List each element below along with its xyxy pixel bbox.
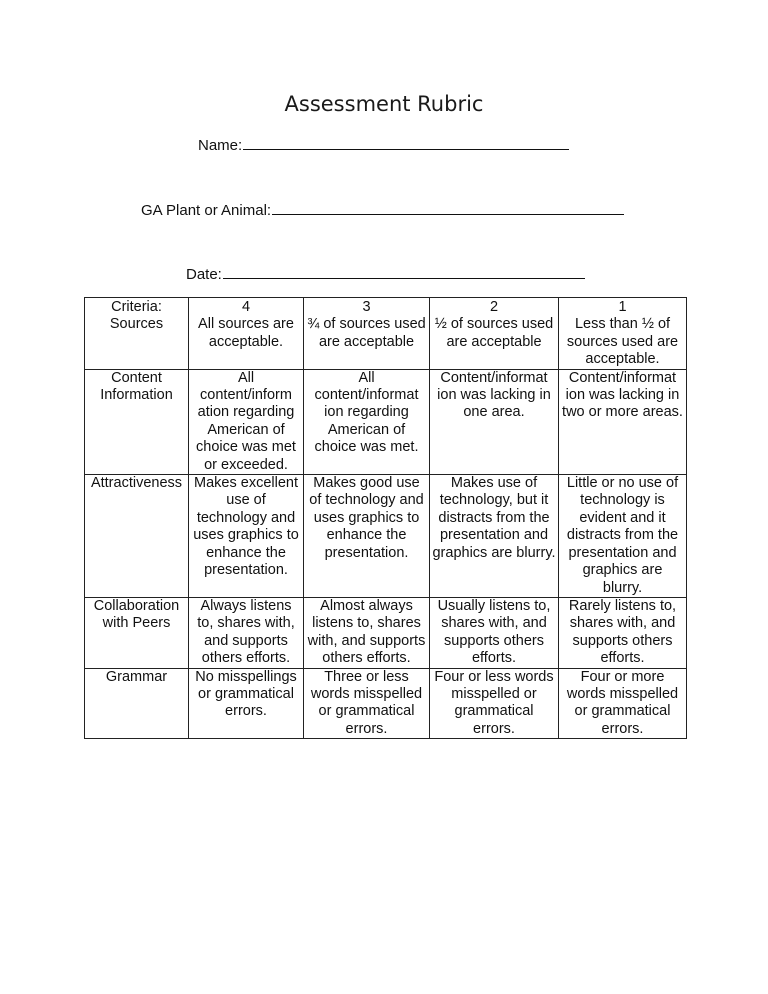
- rubric-cell: [559, 668, 687, 739]
- rubric-cell-text: Always listens to, shares with, and supports others efforts.: [197, 597, 295, 667]
- header-score-4: 4: [241, 299, 251, 315]
- rubric-cell-text: Four or more words misspelled or grammatical errors.: [566, 668, 679, 737]
- rubric-cell-text: All content/informat ion regarding American of choice was met.: [314, 369, 419, 456]
- rubric-cell-text: Almost always listens to, shares with, and supports others efforts.: [307, 597, 426, 667]
- header-criteria: Criteria:: [111, 299, 162, 315]
- rubric-cell: [189, 369, 304, 474]
- name-blank-line: [243, 136, 569, 150]
- rubric-cell: [189, 475, 304, 598]
- header-cell: [430, 298, 559, 370]
- rubric-cell-text: No misspellings or grammatical errors.: [195, 668, 297, 720]
- criterion-cell: [85, 475, 189, 598]
- rubric-cell-text: Makes use of technology, but it distracts from the presentation and graphics are blurry.: [432, 475, 556, 561]
- rubric-cell-text: Four or less words misspelled or grammatical errors.: [434, 668, 554, 737]
- ga-plant-animal-label: GA Plant or Animal:: [141, 202, 272, 219]
- rubric-cell: [430, 597, 559, 668]
- rubric-cell: All sources are acceptable.: [198, 316, 294, 350]
- header-score-3: 3: [362, 299, 371, 315]
- criterion-label: Content Information: [100, 369, 173, 404]
- criterion-label: Sources: [109, 316, 164, 333]
- rubric-cell: [304, 668, 430, 739]
- rubric-cell-text: Usually listens to, shares with, and supports others efforts.: [437, 597, 551, 667]
- criterion-cell: [85, 369, 189, 474]
- rubric-cell-text: Three or less words misspelled or grammatical errors.: [310, 668, 423, 737]
- page-title: Assessment Rubric: [284, 92, 484, 116]
- table-row: [85, 475, 687, 598]
- date-label: Date:: [186, 266, 222, 283]
- rubric-cell: [430, 668, 559, 739]
- rubric-cell-text: Content/informat ion was lacking in two or more areas.: [562, 369, 683, 421]
- table-row: [85, 369, 687, 474]
- rubric-cell: Less than ½ of sources used are acceptable.: [566, 316, 679, 368]
- table-row: [85, 597, 687, 668]
- ga-plant-animal-blank-line: [272, 201, 624, 215]
- rubric-cell: [189, 668, 304, 739]
- rubric-cell: [304, 597, 430, 668]
- rubric-cell-text: Rarely listens to, shares with, and supports others efforts.: [568, 597, 677, 667]
- rubric-cell: [304, 369, 430, 474]
- name-field: [198, 136, 569, 154]
- header-cell: [304, 298, 430, 370]
- rubric-cell-text: Makes good use of technology and uses graphics to enhance the presentation.: [309, 475, 424, 561]
- criterion-cell: [85, 597, 189, 668]
- table-row: [85, 668, 687, 739]
- rubric-cell-text: Content/informat ion was lacking in one area.: [437, 369, 551, 421]
- rubric-cell: [430, 369, 559, 474]
- ga-plant-animal-field: [141, 201, 624, 219]
- rubric-cell-text: All content/inform ation regarding American of choice was met or exceeded.: [196, 369, 296, 473]
- header-cell: [85, 298, 189, 370]
- header-cell: [559, 298, 687, 370]
- criterion-label: Attractiveness: [90, 475, 183, 492]
- rubric-cell: [559, 369, 687, 474]
- rubric-cell: ½ of sources used are acceptable: [434, 316, 554, 350]
- criterion-cell: [85, 668, 189, 739]
- rubric-cell: [559, 475, 687, 598]
- name-label: Name:: [198, 137, 243, 154]
- criterion-label: Grammar: [105, 668, 168, 685]
- rubric-cell-text: Makes excellent use of technology and uses graphics to enhance the presentation.: [193, 475, 299, 579]
- rubric-cell: [430, 475, 559, 598]
- rubric-cell-text: Little or no use of technology is evident and it distracts from the presentation and graphics are blurry.: [566, 475, 679, 596]
- rubric-table: [84, 297, 687, 739]
- date-field: [186, 265, 585, 283]
- header-cell: [189, 298, 304, 370]
- header-score-1: 1: [618, 299, 627, 315]
- header-score-2: 2: [489, 299, 499, 315]
- date-blank-line: [223, 265, 585, 279]
- rubric-cell: [189, 597, 304, 668]
- table-row-header: [85, 298, 687, 370]
- rubric-cell: [304, 475, 430, 598]
- rubric-cell: ¾ of sources used are acceptable: [307, 316, 426, 350]
- rubric-cell: [559, 597, 687, 668]
- criterion-label: Collaboration with Peers: [93, 597, 180, 632]
